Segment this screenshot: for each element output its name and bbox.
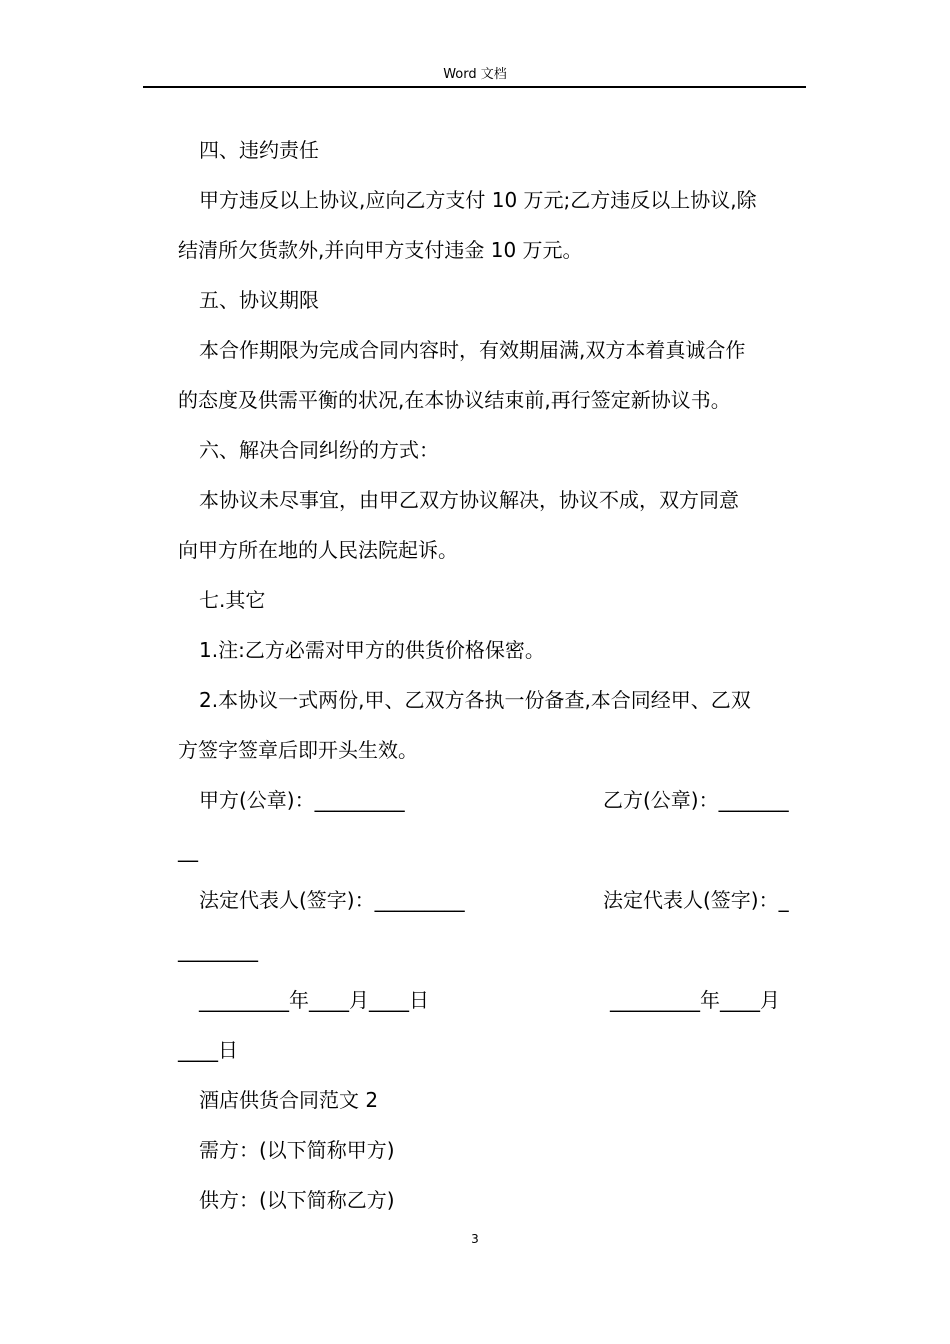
breach-heading: 四、违约责任 — [199, 138, 319, 162]
header-rule — [143, 86, 806, 88]
party-b-date-field: _________年____月 — [610, 988, 780, 1012]
other-item-2-line-2: 方签字签章后即开头生效。 — [178, 738, 418, 762]
representative-row — [178, 875, 808, 925]
dispute-text-line-1: 本协议未尽事宜，由甲乙双方协议解决，协议不成，双方同意 — [199, 488, 739, 512]
party-b-date-continuation: ____日 — [178, 1038, 238, 1062]
seal-row — [178, 775, 808, 825]
date-row — [178, 975, 808, 1025]
other-heading: 七.其它 — [199, 588, 266, 612]
page-header: Word 文档 — [443, 67, 507, 82]
party-a-seal-field: 甲方(公章)：_________ — [199, 788, 405, 812]
dispute-heading: 六、解决合同纠纷的方式： — [199, 438, 439, 462]
dispute-text-line-2: 向甲方所在地的人民法院起诉。 — [178, 538, 458, 562]
party-a-date-field: _________年____月____日 — [199, 988, 429, 1012]
document-body — [178, 125, 808, 1225]
page-number: 3 — [471, 1232, 479, 1246]
other-item-2-line-1: 2.本协议一式两份,甲、乙双方各执一份备查,本合同经甲、乙双 — [199, 688, 751, 712]
buyer-line: 需方：(以下简称甲方) — [199, 1138, 395, 1162]
breach-text-line-1: 甲方违反以上协议,应向乙方支付 10 万元;乙方违反以上协议,除 — [199, 188, 757, 212]
next-contract-title: 酒店供货合同范文 2 — [199, 1088, 379, 1112]
party-a-representative-field: 法定代表人(签字)：_________ — [199, 888, 465, 912]
term-heading: 五、协议期限 — [199, 288, 319, 312]
party-b-representative-continuation: ________ — [178, 938, 258, 962]
breach-text-line-2: 结清所欠货款外,并向甲方支付违金 10 万元。 — [178, 238, 583, 262]
party-b-seal-continuation: __ — [178, 838, 198, 862]
party-b-seal-field: 乙方(公章)：_______ — [603, 788, 789, 812]
term-text-line-2: 的态度及供需平衡的状况,在本协议结束前,再行签定新协议书。 — [178, 388, 731, 412]
term-text-line-1: 本合作期限为完成合同内容时，有效期届满,双方本着真诚合作 — [199, 338, 746, 362]
supplier-line: 供方：(以下简称乙方) — [199, 1188, 395, 1212]
other-item-1: 1.注:乙方必需对甲方的供货价格保密。 — [199, 638, 545, 662]
party-b-representative-field: 法定代表人(签字)：_ — [603, 888, 789, 912]
